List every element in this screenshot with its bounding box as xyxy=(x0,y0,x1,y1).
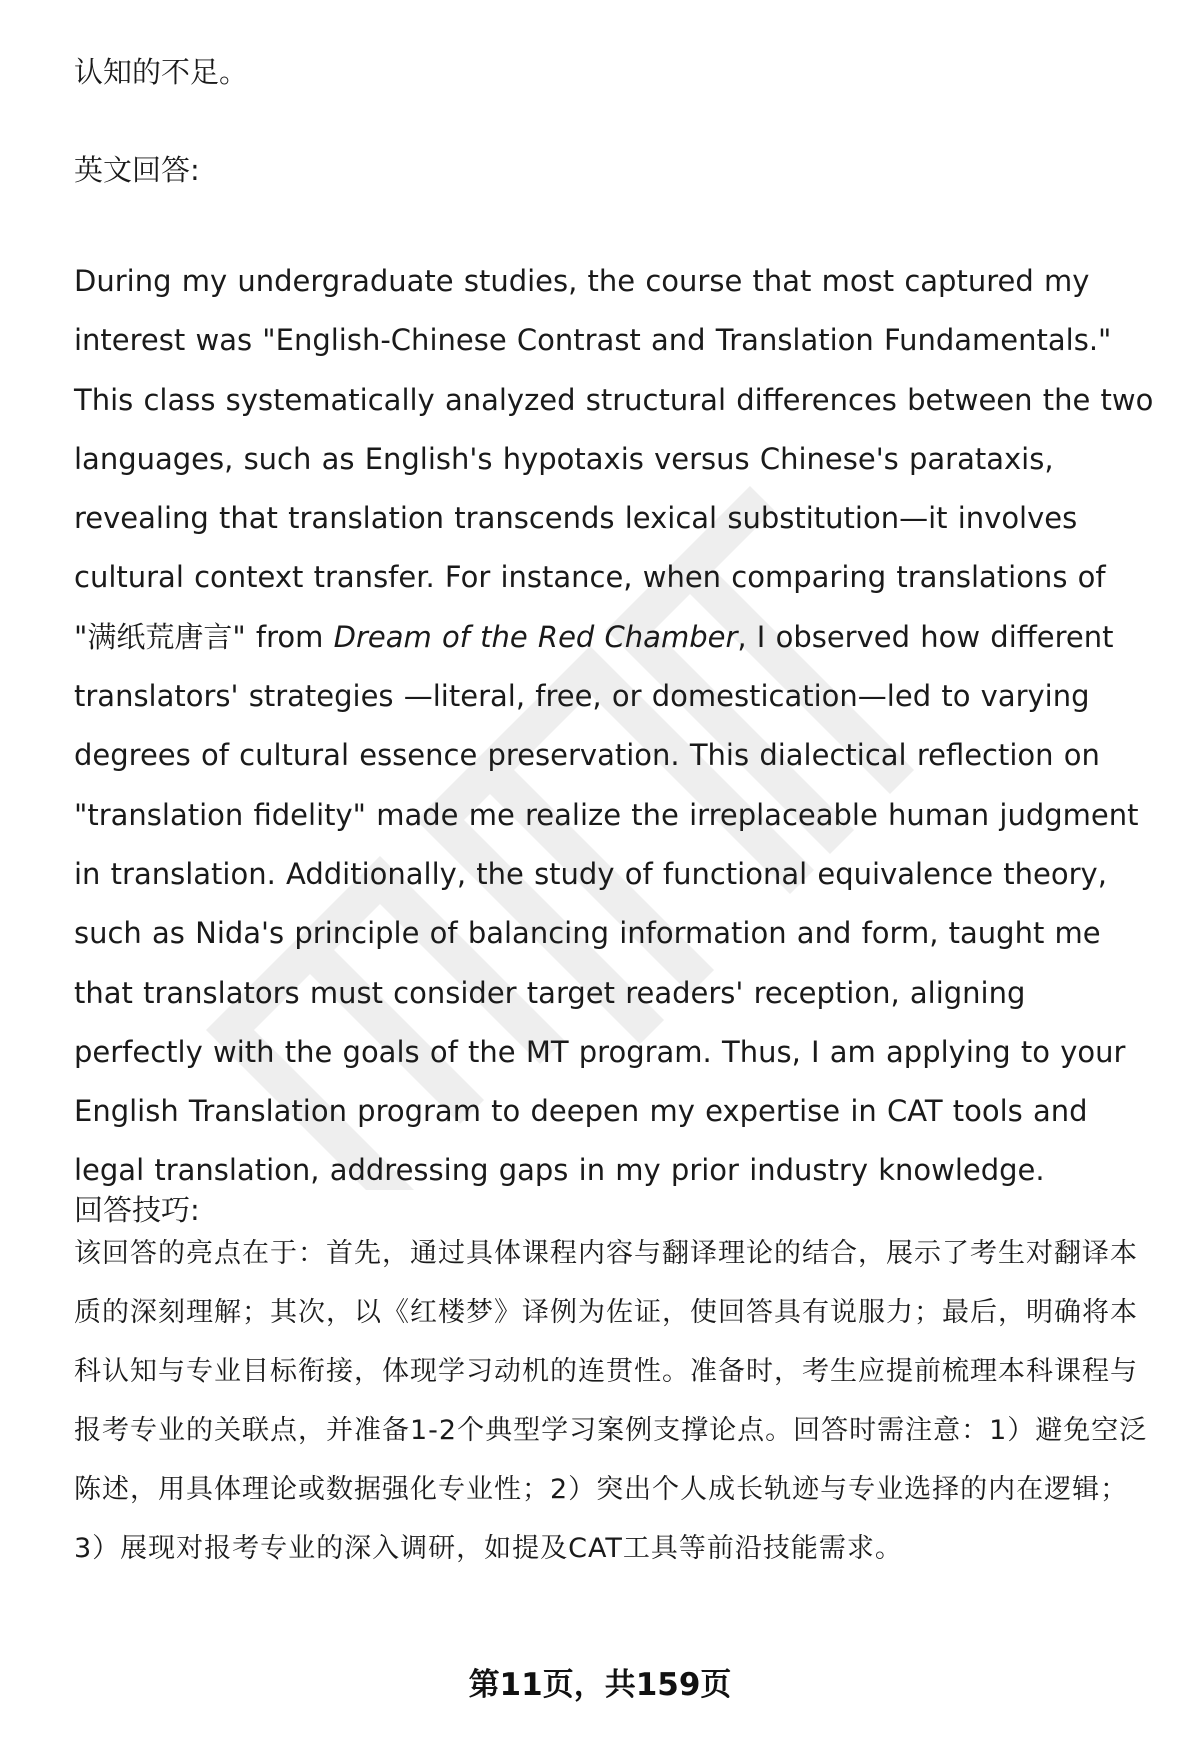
intro-continuation: 认知的不足。 xyxy=(74,55,249,89)
english-answer-text-part1: During my undergraduate studies, the course that most captured my interest was "English-Chinese Contrast and Translation Fundamentals." This class systematically analyzed structural differences between the two languages, such as English's hypotaxis versus Chinese's parataxis, revealing that translation transcends lexical substitution—it involves cultural context transfer. For instance, when comparing translations of "满纸荒唐言" from xyxy=(74,264,1154,654)
english-answer-paragraph xyxy=(74,252,1154,1201)
book-title: Dream of the Red Chamber xyxy=(333,619,738,654)
english-answer-text-part2: , I observed how different translators' strategies —literal, free, or domestication—led to varying degrees of cultural essence preservation. This dialectical reflection on "translation fidelity" made me realize the irreplaceable human judgment in translation. Additionally, the study of functional equivalence theory, such as Nida's principle of balancing information and form, taught me that translators must consider target readers' reception, aligning perfectly with the goals of the MT program. Thus, I am applying to your English Translation program to deepen my expertise in CAT tools and legal translation, addressing gaps in my prior industry knowledge. xyxy=(74,619,1139,1188)
english-answer-label: 英文回答: xyxy=(74,153,200,187)
page-indicator: 第11页，共159页 xyxy=(468,1667,732,1703)
tips-paragraph: 该回答的亮点在于：首先，通过具体课程内容与翻译理论的结合，展示了考生对翻译本质的深刻理解；其次，以《红楼梦》译例为佐证，使回答具有说服力；最后，明确将本科认知与专业目标衔接，体现学习动机的连贯性。准备时，考生应提前梳理本科课程与报考专业的关联点，并准备1-2个典型学习案例支撑论点。回答时需注意：1）避免空泛陈述，用具体理论或数据强化专业性；2）突出个人成长轨迹与专业选择的内在逻辑；3）展现对报考专业的深入调研，如提及CAT工具等前沿技能需求。 xyxy=(74,1238,1148,1564)
tips-label: 回答技巧: xyxy=(74,1193,200,1227)
